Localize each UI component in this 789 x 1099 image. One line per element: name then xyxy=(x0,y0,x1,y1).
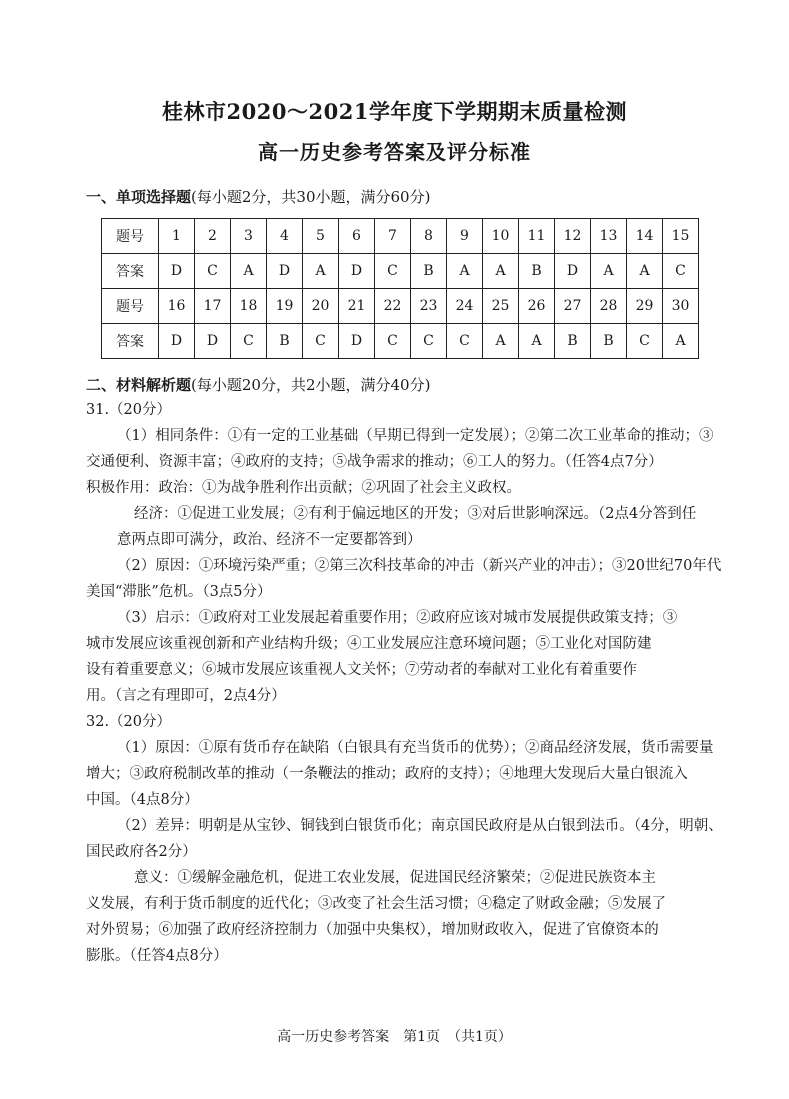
table-row xyxy=(102,324,699,359)
question-number-cell: 4 xyxy=(267,219,303,254)
body-line: 增大；③政府税制改革的推动（一条鞭法的推动；政府的支持）；④地理大发现后大量白银流入 xyxy=(86,766,688,782)
question-number-cell: 2 xyxy=(195,219,231,254)
answer-cell: A xyxy=(627,254,663,289)
question-number-cell: 27 xyxy=(555,289,591,324)
body-line: 国民政府各2分） xyxy=(86,844,197,860)
question-number-cell: 20 xyxy=(303,289,339,324)
answer-cell: D xyxy=(339,254,375,289)
answer-cell: B xyxy=(411,254,447,289)
question-number-cell: 7 xyxy=(375,219,411,254)
page-footer: 高一历史参考答案 第1页 （共1页） xyxy=(277,1029,512,1045)
section1-heading: 一、单项选择题 xyxy=(86,188,192,206)
body-line: 经济：①促进工业发展；②有利于偏远地区的开发；③对后世影响深远。（2点4分答到任 xyxy=(134,506,697,522)
answer-cell: D xyxy=(267,254,303,289)
document-title: 桂林市2020～2021学年度下学期期末质量检测 xyxy=(162,99,627,124)
body-line: （2）原因：①环境污染严重；②第三次科技革命的冲击（新兴产业的冲击）；③20世纪70年代 xyxy=(117,558,722,574)
body-line: 中国。（4点8分） xyxy=(86,792,199,808)
body-line: 用。（言之有理即可，2点4分） xyxy=(86,688,286,704)
q32-heading: 32.（20分） xyxy=(86,714,172,730)
section1-heading-row xyxy=(86,186,430,207)
question-number-cell: 16 xyxy=(159,289,195,324)
body-line: 义发展，有利于货币制度的近代化；③改变了社会生活习惯；④稳定了财政金融；⑤发展了 xyxy=(86,896,666,912)
answer-cell: B xyxy=(591,324,627,359)
answer-cell: C xyxy=(375,324,411,359)
body-line: 设有着重要意义；⑥城市发展应该重视人文关怀；⑦劳动者的奉献对工业化有着重要作 xyxy=(86,662,637,678)
question-number-cell: 19 xyxy=(267,289,303,324)
answer-cell: A xyxy=(591,254,627,289)
answer-cell: D xyxy=(159,254,195,289)
question-number-cell: 17 xyxy=(195,289,231,324)
body-line: 城市发展应该重视创新和产业结构升级；④工业发展应注意环境问题；⑤工业化对国防建 xyxy=(86,636,652,652)
answer-cell: B xyxy=(519,254,555,289)
answer-cell: D xyxy=(195,324,231,359)
body-line: （1）原因：①原有货币存在缺陷（白银具有充当货币的优势）；②商品经济发展，货币需要量 xyxy=(117,740,714,756)
question-number-cell: 13 xyxy=(591,219,627,254)
q31-heading: 31.（20分） xyxy=(86,402,172,418)
body-line: （3）启示：①政府对工业发展起着重要作用；②政府应该对城市发展提供政策支持；③ xyxy=(117,610,678,626)
question-number-cell: 11 xyxy=(519,219,555,254)
answer-cell: A xyxy=(447,254,483,289)
answer-cell: B xyxy=(267,324,303,359)
question-number-cell: 28 xyxy=(591,289,627,324)
body-line: 意义：①缓解金融危机，促进工农业发展，促进国民经济繁荣；②促进民族资本主 xyxy=(134,870,656,886)
question-number-cell: 21 xyxy=(339,289,375,324)
question-number-cell: 30 xyxy=(663,289,699,324)
answer-cell: D xyxy=(339,324,375,359)
question-number-cell: 14 xyxy=(627,219,663,254)
question-number-cell: 25 xyxy=(483,289,519,324)
question-number-cell: 23 xyxy=(411,289,447,324)
body-line: 交通便利、资源丰富；④政府的支持；⑤战争需求的推动；⑥工人的努力。（任答4点7分） xyxy=(86,454,663,470)
question-number-cell: 24 xyxy=(447,289,483,324)
table-row xyxy=(102,254,699,289)
body-line: 对外贸易；⑥加强了政府经济控制力（加强中央集权），增加财政收入，促进了官僚资本的 xyxy=(86,922,659,938)
body-line: 美国“滞胀”危机。（3点5分） xyxy=(86,584,272,600)
question-number-cell: 3 xyxy=(231,219,267,254)
answer-cell: A xyxy=(231,254,267,289)
answer-cell: C xyxy=(303,324,339,359)
question-number-cell: 10 xyxy=(483,219,519,254)
section2-note: (每小题20分，共2小题，满分40分) xyxy=(191,376,431,394)
answer-table xyxy=(101,218,699,359)
document-subtitle: 高一历史参考答案及评分标准 xyxy=(258,140,531,164)
answer-cell: C xyxy=(663,254,699,289)
question-number-cell: 8 xyxy=(411,219,447,254)
answer-cell: D xyxy=(555,254,591,289)
row-label: 题号 xyxy=(102,289,159,324)
body-line: 积极作用：政治：①为战争胜利作出贡献；②巩固了社会主义政权。 xyxy=(86,480,521,496)
answer-cell: C xyxy=(627,324,663,359)
question-number-cell: 5 xyxy=(303,219,339,254)
question-number-cell: 18 xyxy=(231,289,267,324)
body-line: 膨胀。（任答4点8分） xyxy=(86,948,228,964)
answer-cell: C xyxy=(375,254,411,289)
answer-cell: A xyxy=(663,324,699,359)
question-number-cell: 15 xyxy=(663,219,699,254)
row-label: 答案 xyxy=(102,324,159,359)
question-number-cell: 9 xyxy=(447,219,483,254)
question-number-cell: 29 xyxy=(627,289,663,324)
body-line: （2）差异：明朝是从宝钞、铜钱到白银货币化；南京国民政府是从白银到法币。（4分，明朝、 xyxy=(117,818,723,834)
section2-heading: 二、材料解析题 xyxy=(86,376,192,394)
body-line: 意两点即可满分，政治、经济不一定要都答到） xyxy=(117,532,422,548)
answer-cell: A xyxy=(483,324,519,359)
question-number-cell: 1 xyxy=(159,219,195,254)
table-row xyxy=(102,289,699,324)
table-row xyxy=(102,219,699,254)
answer-cell: B xyxy=(555,324,591,359)
question-number-cell: 6 xyxy=(339,219,375,254)
answer-cell: A xyxy=(303,254,339,289)
answer-cell: A xyxy=(483,254,519,289)
question-number-cell: 22 xyxy=(375,289,411,324)
body-line: （1）相同条件：①有一定的工业基础（早期已得到一定发展）；②第二次工业革命的推动；③ xyxy=(117,428,714,444)
question-number-cell: 26 xyxy=(519,289,555,324)
answer-cell: C xyxy=(447,324,483,359)
answer-cell: C xyxy=(231,324,267,359)
row-label: 答案 xyxy=(102,254,159,289)
answer-cell: C xyxy=(411,324,447,359)
answer-cell: C xyxy=(195,254,231,289)
section2-heading-row xyxy=(86,374,430,395)
answer-cell: D xyxy=(159,324,195,359)
row-label: 题号 xyxy=(102,219,159,254)
answer-cell: A xyxy=(519,324,555,359)
question-number-cell: 12 xyxy=(555,219,591,254)
section1-note: (每小题2分，共30小题，满分60分) xyxy=(191,188,431,206)
